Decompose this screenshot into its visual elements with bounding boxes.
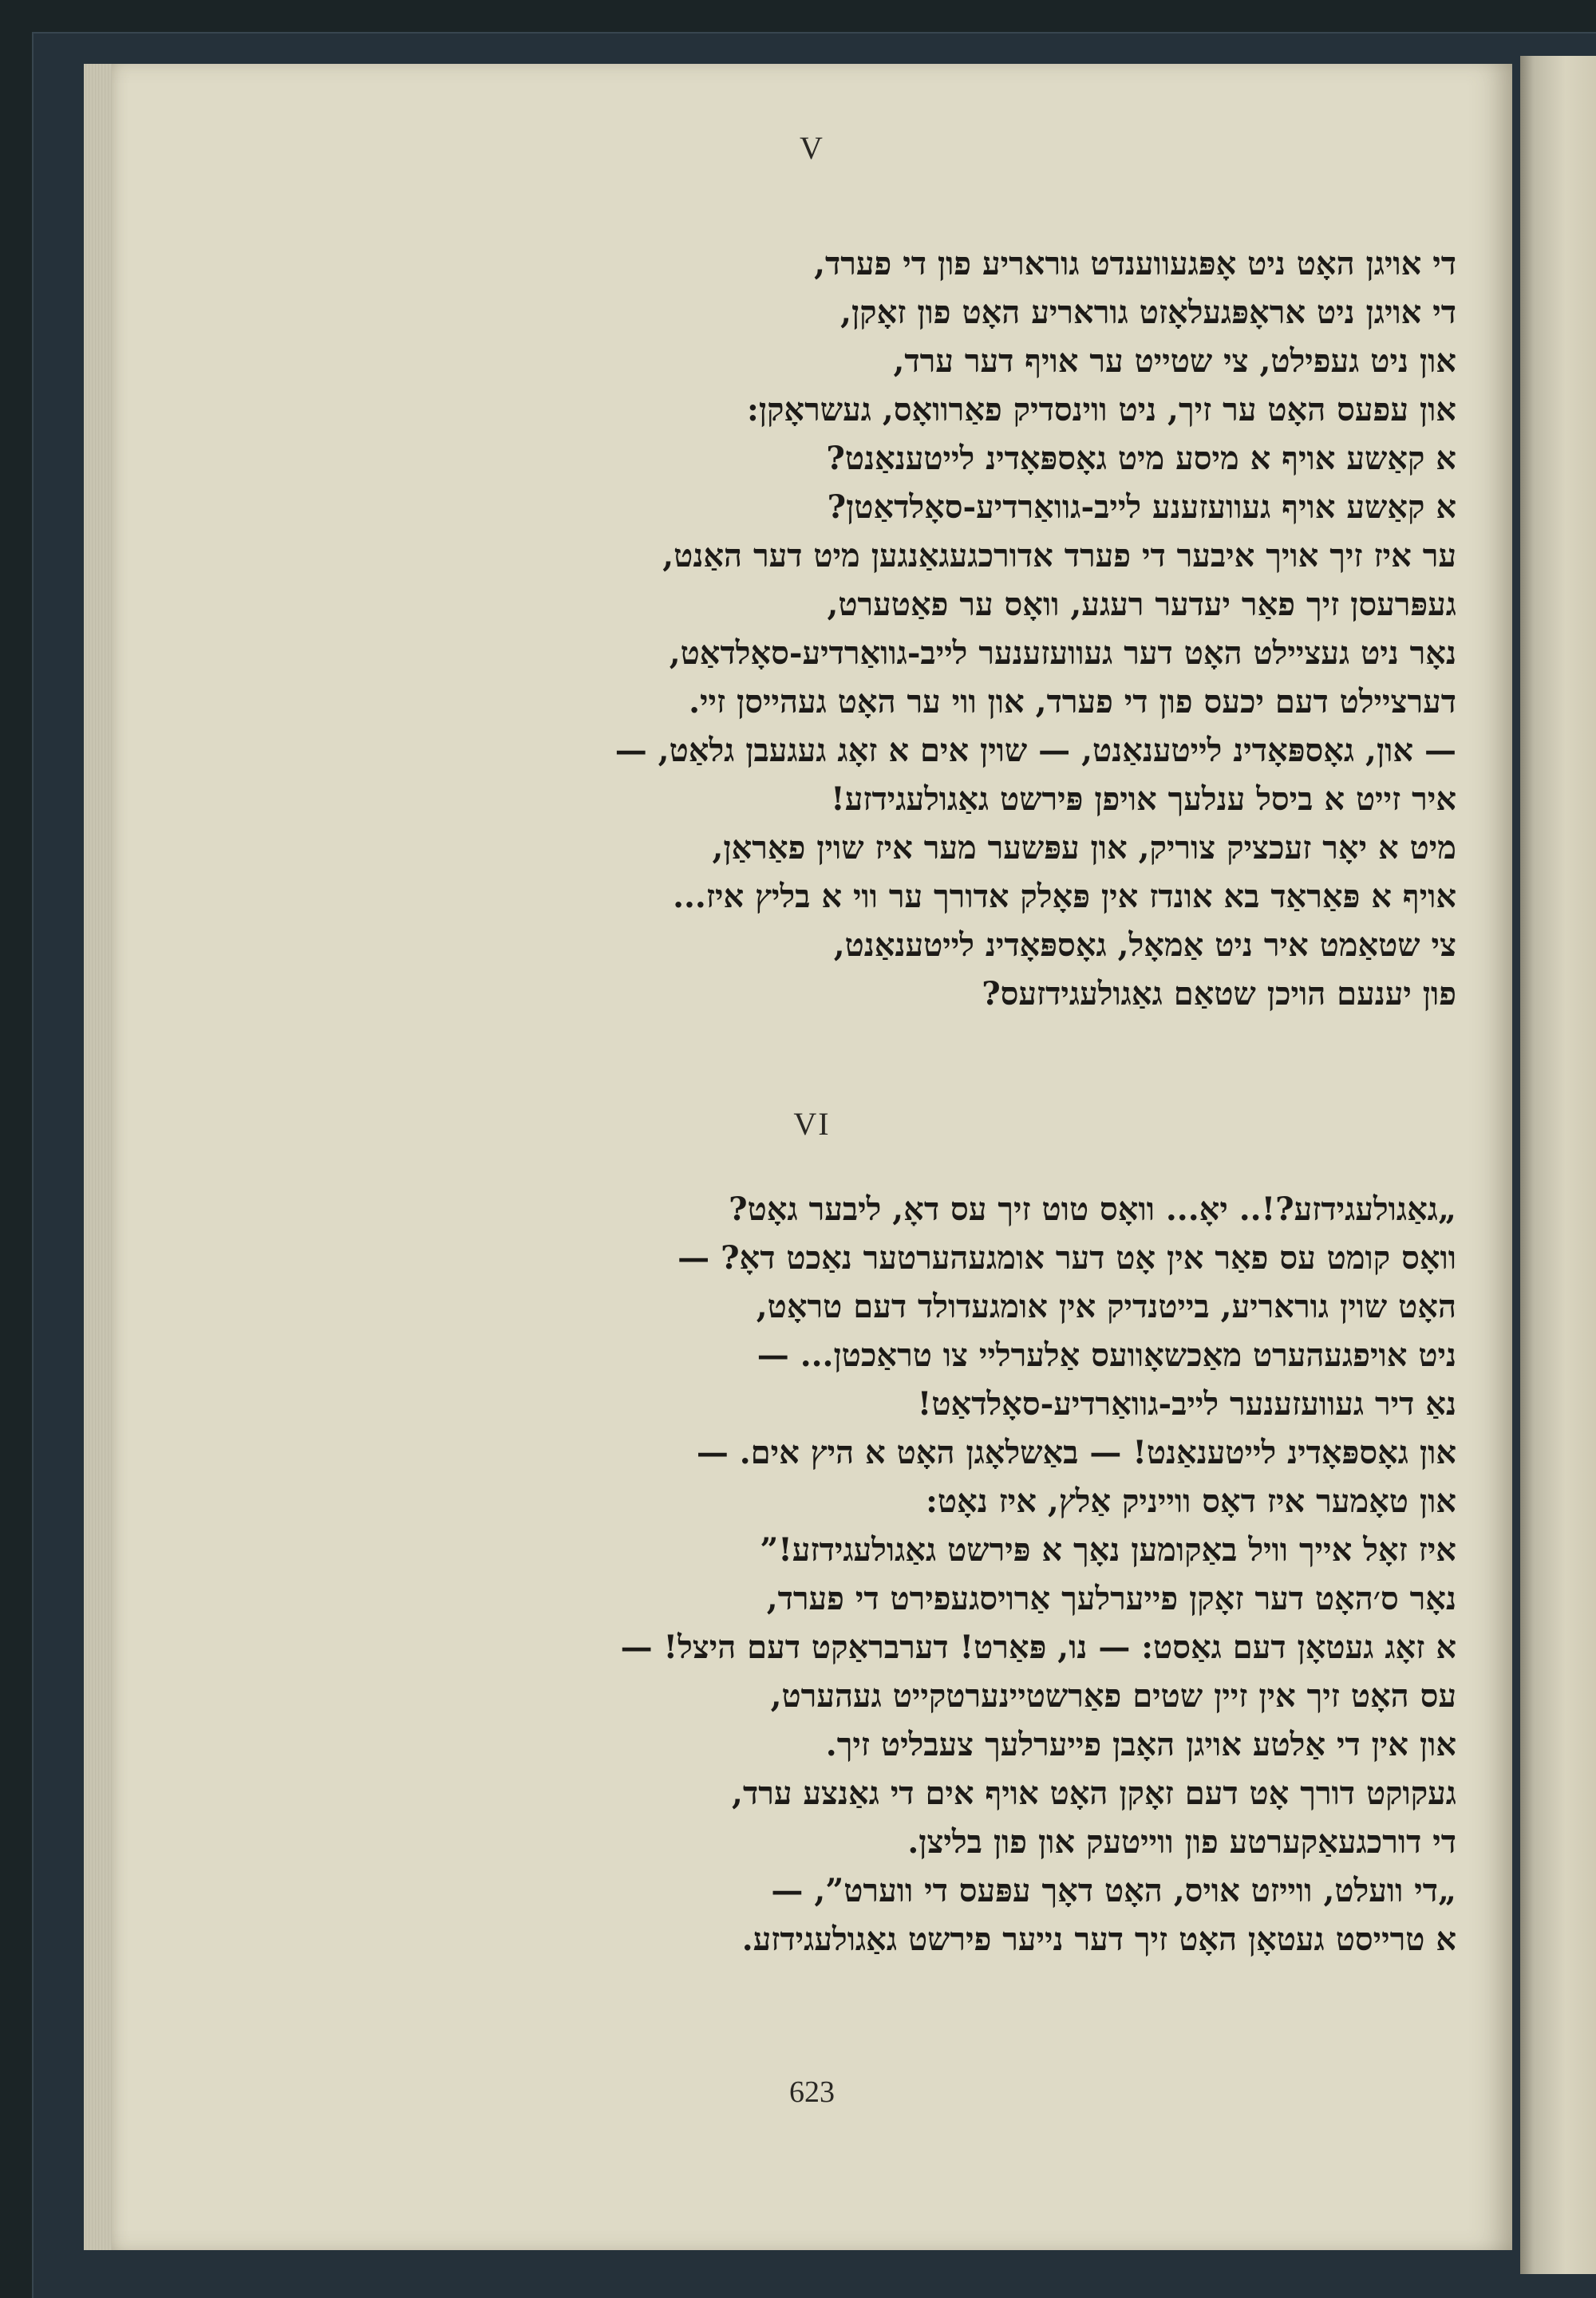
facing-page-edge (1520, 56, 1596, 2274)
text-line: נאָר ניט געציילט האָט דער געוועזענער לייב-גוואַרדיע-סאָלדאַט, (669, 634, 1456, 672)
text-line: האָט שוין גוראריע, בייטנדיק אין אומגעדולד דעם טראָט, (756, 1288, 1456, 1325)
text-line: א קאַשע אויף געוועזענע לייב-גוואַרדיע-סאָלדאַטן? (827, 488, 1456, 526)
text-line: די דורכגעאַקערטע פון ווייטעק און פון בליצן. (907, 1823, 1456, 1861)
page-number: 623 (789, 2075, 835, 2109)
text-line: און עפעס האָט ער זיך, ניט ווינסדיק פאַרוואָס, געשראָקן: (747, 391, 1456, 428)
text-line: א טרייסט געטאָן האָט זיך דער נייער פירשט גאַגולעגידזע. (741, 1921, 1456, 1958)
text-line: און אין די אַלטע אויגן האָבן פייערלעך צעבליט זיך. (825, 1726, 1456, 1763)
text-line: און טאָמער איז דאָס ווייניק אַלץ, איז נאָט: (926, 1483, 1456, 1520)
section-numeral-v: V (800, 130, 824, 166)
page-stack-edge (84, 64, 116, 2250)
text-line: אויף א פּאַראַד בא אונדז אין פּאָלק אדורך ער ווי א בליץ איז... (673, 878, 1456, 915)
text-line: פון יענעם הויכן שטאַם גאַגולעגידזעס? (982, 975, 1456, 1013)
text-line: א זאָג געטאָן דעם גאַסט: — נו, פּאַרט! דערבראַקט דעם היצל! — (620, 1629, 1456, 1666)
text-line: געפּרעסן זיך פאַר יעדער רעגע, וואָס ער פאַטערט, (827, 586, 1456, 623)
text-line: און ניט געפילט, צי שטייט ער אויף דער ערד, (893, 342, 1456, 380)
section-numeral-vi: VI (793, 1106, 831, 1142)
text-line: געקוקט דורך אָט דעם זאָקן האָט אויף אים די גאַנצע ערד, (732, 1775, 1456, 1812)
text-line: איז זאָל אייך וויל באַקומען נאָך א פּירשט גאַגולעגידזע!” (760, 1531, 1456, 1569)
book-page (112, 64, 1512, 2250)
text-line: צי שטאַמט איר ניט אַמאָל, גאָספּאָדינ לייטענאַנט, (833, 926, 1456, 964)
text-line: וואָס קומט עס פאַר אין אָט דער אומגעהערטער נאַכט דאָ? — (678, 1239, 1456, 1277)
text-line: די אויגן ניט אראָפּגעלאָזט גוראריע האָט פון זאָקן, (840, 294, 1456, 331)
section-v-text (291, 239, 1456, 1018)
text-line: נאָר ס׳האָט דער זאָקן פייערלעך אַרויסגעפירט די פערד, (766, 1580, 1456, 1617)
text-line: „גאַגולעגידזע?!.. יאָ... וואָס טוט זיך עס דאָ, ליבער גאָט? (729, 1190, 1456, 1228)
text-line: מיט א יאָר זעכציק צוריק, און עפּשער מער איז שוין פאַראַן, (712, 829, 1456, 867)
text-line: ניט אויפגעהערט מאַכשאָוועס אַלערליי צו טראַכטן... — (757, 1337, 1456, 1374)
text-line: ער איז זיך אויך איבער די פערד אדורכגעגאַנגען מיט דער האַנט, (662, 537, 1456, 574)
text-line: די אויגן האָט ניט אָפּגעווענדט גוראריע פון די פערד, (814, 245, 1456, 282)
text-line: נאַ דיר געוועזענער לייב-גוואַרדיע-סאָלדאַט! (917, 1385, 1456, 1423)
section-vi-text (291, 1185, 1456, 1964)
text-line: איר זייט א ביסל ענלעך אויפן פּירשט גאַגולעגידזע! (831, 780, 1456, 818)
text-line: דערציילט דעם יכעס פון די פערד, און ווי ער האָט געהייסן זיי. (689, 683, 1456, 721)
text-line: און גאָספּאָדינ לייטענאַנט! — באַשלאָגן האָט א היץ אים. — (696, 1434, 1456, 1471)
text-line: א קאַשע אויף א מיסע מיט גאָספּאָדינ לייטענאַנט? (826, 440, 1456, 477)
text-line: „די וועלט, ווייזט אויס, האָט דאָך עפּעס די ווערט”, — (771, 1872, 1456, 1909)
text-line: — און, גאָספּאָדינ לייטענאַנט, — שוין אים א זאָג געגעבן גלאַט, — (614, 732, 1456, 769)
text-line: עס האָט זיך אין זיין שטים פאַרשטיינערטקייט געהערט, (770, 1677, 1456, 1715)
